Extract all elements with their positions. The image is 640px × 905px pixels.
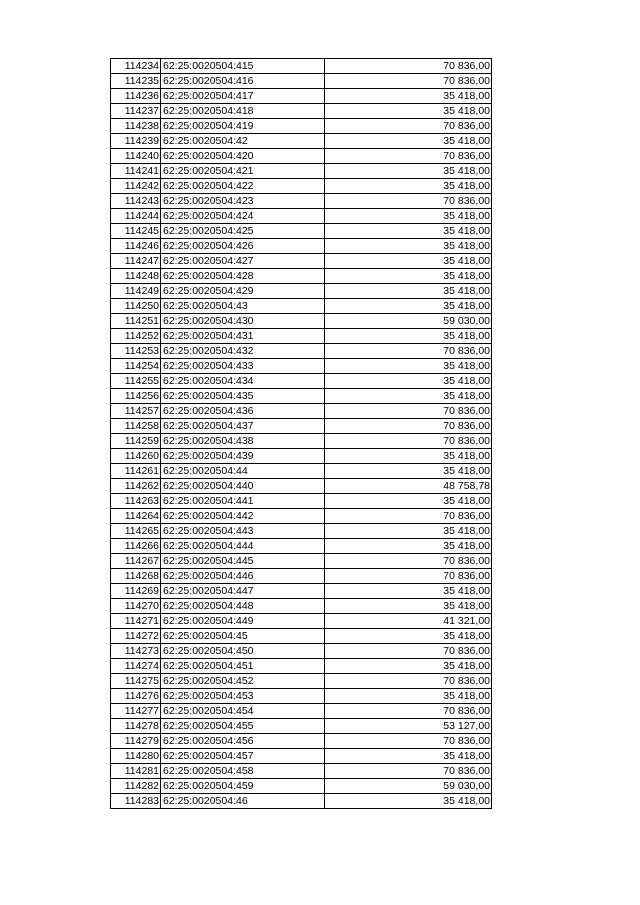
table-row: [111, 779, 492, 794]
table-row: [111, 344, 492, 359]
row-number-cell: 114261: [111, 464, 161, 479]
cadastral-number-cell: 62:25:0020504:422: [161, 179, 325, 194]
cadastral-number-cell: 62:25:0020504:424: [161, 209, 325, 224]
cadastral-value-cell: 35 418,00: [325, 359, 492, 374]
cadastral-value-cell: 35 418,00: [325, 524, 492, 539]
row-number-cell: 114265: [111, 524, 161, 539]
cadastral-number-cell: 62:25:0020504:450: [161, 644, 325, 659]
row-number-cell: 114262: [111, 479, 161, 494]
row-number-cell: 114237: [111, 104, 161, 119]
cadastral-number-cell: 62:25:0020504:446: [161, 569, 325, 584]
cadastral-value-cell: 70 836,00: [325, 764, 492, 779]
table-row: [111, 719, 492, 734]
cadastral-value-cell: 35 418,00: [325, 584, 492, 599]
table-row: [111, 134, 492, 149]
cadastral-number-cell: 62:25:0020504:426: [161, 239, 325, 254]
cadastral-number-cell: 62:25:0020504:447: [161, 584, 325, 599]
row-number-cell: 114244: [111, 209, 161, 224]
cadastral-value-cell: 70 836,00: [325, 419, 492, 434]
row-number-cell: 114260: [111, 449, 161, 464]
row-number-cell: 114256: [111, 389, 161, 404]
cadastral-number-cell: 62:25:0020504:433: [161, 359, 325, 374]
cadastral-value-cell: 70 836,00: [325, 509, 492, 524]
table-row: [111, 659, 492, 674]
table-row: [111, 674, 492, 689]
row-number-cell: 114270: [111, 599, 161, 614]
table-row: [111, 569, 492, 584]
table-row: [111, 359, 492, 374]
cadastral-value-cell: 35 418,00: [325, 374, 492, 389]
row-number-cell: 114258: [111, 419, 161, 434]
table-row: [111, 749, 492, 764]
table-row: [111, 644, 492, 659]
table-row: [111, 479, 492, 494]
cadastral-number-cell: 62:25:0020504:448: [161, 599, 325, 614]
cadastral-value-cell: 59 030,00: [325, 779, 492, 794]
cadastral-value-cell: 35 418,00: [325, 494, 492, 509]
table-row: [111, 74, 492, 89]
row-number-cell: 114269: [111, 584, 161, 599]
table-row: [111, 764, 492, 779]
cadastral-value-cell: 35 418,00: [325, 689, 492, 704]
cadastral-number-cell: 62:25:0020504:449: [161, 614, 325, 629]
cadastral-number-cell: 62:25:0020504:435: [161, 389, 325, 404]
table-row: [111, 194, 492, 209]
cadastral-number-cell: 62:25:0020504:437: [161, 419, 325, 434]
cadastral-number-cell: 62:25:0020504:421: [161, 164, 325, 179]
table-row: [111, 299, 492, 314]
cadastral-value-cell: 70 836,00: [325, 149, 492, 164]
cadastral-value-cell: 35 418,00: [325, 749, 492, 764]
cadastral-value-cell: 35 418,00: [325, 599, 492, 614]
cadastral-value-cell: 35 418,00: [325, 539, 492, 554]
row-number-cell: 114264: [111, 509, 161, 524]
cadastral-number-cell: 62:25:0020504:425: [161, 224, 325, 239]
cadastral-number-cell: 62:25:0020504:454: [161, 704, 325, 719]
cadastral-number-cell: 62:25:0020504:434: [161, 374, 325, 389]
table-row: [111, 284, 492, 299]
row-number-cell: 114248: [111, 269, 161, 284]
cadastral-number-cell: 62:25:0020504:440: [161, 479, 325, 494]
cadastral-value-cell: 35 418,00: [325, 329, 492, 344]
cadastral-value-cell: 35 418,00: [325, 284, 492, 299]
row-number-cell: 114243: [111, 194, 161, 209]
cadastral-value-cell: 35 418,00: [325, 629, 492, 644]
cadastral-number-cell: 62:25:0020504:415: [161, 59, 325, 74]
table-row: [111, 794, 492, 809]
cadastral-number-cell: 62:25:0020504:418: [161, 104, 325, 119]
row-number-cell: 114283: [111, 794, 161, 809]
cadastral-number-cell: 62:25:0020504:438: [161, 434, 325, 449]
table-row: [111, 209, 492, 224]
cadastral-value-cell: 35 418,00: [325, 104, 492, 119]
cadastral-number-cell: 62:25:0020504:459: [161, 779, 325, 794]
table-row: [111, 734, 492, 749]
cadastral-number-cell: 62:25:0020504:456: [161, 734, 325, 749]
cadastral-value-table: [110, 58, 492, 809]
cadastral-value-cell: 35 418,00: [325, 659, 492, 674]
table-row: [111, 179, 492, 194]
row-number-cell: 114241: [111, 164, 161, 179]
cadastral-value-cell: 35 418,00: [325, 254, 492, 269]
cadastral-value-cell: 35 418,00: [325, 89, 492, 104]
table-row: [111, 524, 492, 539]
row-number-cell: 114247: [111, 254, 161, 269]
cadastral-value-cell: 70 836,00: [325, 59, 492, 74]
cadastral-number-cell: 62:25:0020504:431: [161, 329, 325, 344]
table-body: [111, 59, 492, 809]
cadastral-value-cell: 48 758,78: [325, 479, 492, 494]
cadastral-number-cell: 62:25:0020504:429: [161, 284, 325, 299]
cadastral-value-cell: 35 418,00: [325, 209, 492, 224]
cadastral-value-cell: 59 030,00: [325, 314, 492, 329]
cadastral-value-cell: 35 418,00: [325, 224, 492, 239]
table-row: [111, 104, 492, 119]
row-number-cell: 114239: [111, 134, 161, 149]
row-number-cell: 114245: [111, 224, 161, 239]
row-number-cell: 114236: [111, 89, 161, 104]
cadastral-value-cell: 70 836,00: [325, 404, 492, 419]
table-row: [111, 704, 492, 719]
table-row: [111, 389, 492, 404]
row-number-cell: 114251: [111, 314, 161, 329]
cadastral-value-cell: 70 836,00: [325, 644, 492, 659]
cadastral-value-cell: 70 836,00: [325, 734, 492, 749]
cadastral-value-cell: 70 836,00: [325, 704, 492, 719]
cadastral-value-cell: 70 836,00: [325, 74, 492, 89]
row-number-cell: 114255: [111, 374, 161, 389]
row-number-cell: 114271: [111, 614, 161, 629]
table-row: [111, 374, 492, 389]
cadastral-number-cell: 62:25:0020504:436: [161, 404, 325, 419]
cadastral-number-cell: 62:25:0020504:453: [161, 689, 325, 704]
cadastral-number-cell: 62:25:0020504:423: [161, 194, 325, 209]
cadastral-number-cell: 62:25:0020504:452: [161, 674, 325, 689]
cadastral-number-cell: 62:25:0020504:457: [161, 749, 325, 764]
table-row: [111, 689, 492, 704]
table-row: [111, 329, 492, 344]
cadastral-value-cell: 35 418,00: [325, 449, 492, 464]
cadastral-number-cell: 62:25:0020504:420: [161, 149, 325, 164]
row-number-cell: 114268: [111, 569, 161, 584]
cadastral-number-cell: 62:25:0020504:451: [161, 659, 325, 674]
row-number-cell: 114252: [111, 329, 161, 344]
cadastral-number-cell: 62:25:0020504:417: [161, 89, 325, 104]
row-number-cell: 114238: [111, 119, 161, 134]
table-row: [111, 434, 492, 449]
cadastral-number-cell: 62:25:0020504:443: [161, 524, 325, 539]
cadastral-value-cell: 53 127,00: [325, 719, 492, 734]
cadastral-value-cell: 35 418,00: [325, 794, 492, 809]
cadastral-value-cell: 70 836,00: [325, 119, 492, 134]
row-number-cell: 114234: [111, 59, 161, 74]
cadastral-number-cell: 62:25:0020504:44: [161, 464, 325, 479]
cadastral-value-cell: 35 418,00: [325, 299, 492, 314]
row-number-cell: 114277: [111, 704, 161, 719]
row-number-cell: 114272: [111, 629, 161, 644]
cadastral-number-cell: 62:25:0020504:416: [161, 74, 325, 89]
table-row: [111, 419, 492, 434]
row-number-cell: 114281: [111, 764, 161, 779]
row-number-cell: 114263: [111, 494, 161, 509]
cadastral-number-cell: 62:25:0020504:432: [161, 344, 325, 359]
cadastral-number-cell: 62:25:0020504:43: [161, 299, 325, 314]
cadastral-value-cell: 70 836,00: [325, 569, 492, 584]
cadastral-number-cell: 62:25:0020504:45: [161, 629, 325, 644]
cadastral-value-cell: 35 418,00: [325, 179, 492, 194]
cadastral-number-cell: 62:25:0020504:455: [161, 719, 325, 734]
table-row: [111, 584, 492, 599]
cadastral-value-cell: 35 418,00: [325, 269, 492, 284]
table-row: [111, 89, 492, 104]
cadastral-number-cell: 62:25:0020504:428: [161, 269, 325, 284]
cadastral-value-cell: 41 321,00: [325, 614, 492, 629]
cadastral-value-cell: 70 836,00: [325, 674, 492, 689]
cadastral-number-cell: 62:25:0020504:439: [161, 449, 325, 464]
table-row: [111, 269, 492, 284]
row-number-cell: 114274: [111, 659, 161, 674]
cadastral-value-cell: 35 418,00: [325, 239, 492, 254]
row-number-cell: 114240: [111, 149, 161, 164]
cadastral-number-cell: 62:25:0020504:46: [161, 794, 325, 809]
table-row: [111, 149, 492, 164]
cadastral-number-cell: 62:25:0020504:442: [161, 509, 325, 524]
table-row: [111, 59, 492, 74]
table-row: [111, 404, 492, 419]
table-row: [111, 224, 492, 239]
row-number-cell: 114257: [111, 404, 161, 419]
cadastral-value-cell: 35 418,00: [325, 134, 492, 149]
table-row: [111, 239, 492, 254]
cadastral-number-cell: 62:25:0020504:419: [161, 119, 325, 134]
row-number-cell: 114280: [111, 749, 161, 764]
row-number-cell: 114250: [111, 299, 161, 314]
cadastral-number-cell: 62:25:0020504:444: [161, 539, 325, 554]
row-number-cell: 114246: [111, 239, 161, 254]
table-row: [111, 119, 492, 134]
table-row: [111, 554, 492, 569]
table-row: [111, 509, 492, 524]
row-number-cell: 114253: [111, 344, 161, 359]
row-number-cell: 114266: [111, 539, 161, 554]
row-number-cell: 114273: [111, 644, 161, 659]
row-number-cell: 114249: [111, 284, 161, 299]
cadastral-value-cell: 70 836,00: [325, 344, 492, 359]
table-row: [111, 599, 492, 614]
table-row: [111, 629, 492, 644]
table-row: [111, 494, 492, 509]
table-row: [111, 314, 492, 329]
cadastral-number-cell: 62:25:0020504:42: [161, 134, 325, 149]
row-number-cell: 114254: [111, 359, 161, 374]
row-number-cell: 114259: [111, 434, 161, 449]
row-number-cell: 114278: [111, 719, 161, 734]
row-number-cell: 114275: [111, 674, 161, 689]
row-number-cell: 114279: [111, 734, 161, 749]
cadastral-value-cell: 35 418,00: [325, 464, 492, 479]
cadastral-value-cell: 35 418,00: [325, 164, 492, 179]
table-row: [111, 614, 492, 629]
row-number-cell: 114282: [111, 779, 161, 794]
cadastral-number-cell: 62:25:0020504:458: [161, 764, 325, 779]
cadastral-number-cell: 62:25:0020504:427: [161, 254, 325, 269]
cadastral-number-cell: 62:25:0020504:441: [161, 494, 325, 509]
table-row: [111, 164, 492, 179]
cadastral-value-cell: 70 836,00: [325, 434, 492, 449]
cadastral-number-cell: 62:25:0020504:445: [161, 554, 325, 569]
table-row: [111, 449, 492, 464]
row-number-cell: 114276: [111, 689, 161, 704]
cadastral-number-cell: 62:25:0020504:430: [161, 314, 325, 329]
cadastral-value-cell: 70 836,00: [325, 194, 492, 209]
table-row: [111, 464, 492, 479]
cadastral-value-cell: 35 418,00: [325, 389, 492, 404]
cadastral-value-cell: 70 836,00: [325, 554, 492, 569]
row-number-cell: 114267: [111, 554, 161, 569]
row-number-cell: 114235: [111, 74, 161, 89]
row-number-cell: 114242: [111, 179, 161, 194]
table-row: [111, 539, 492, 554]
table-row: [111, 254, 492, 269]
